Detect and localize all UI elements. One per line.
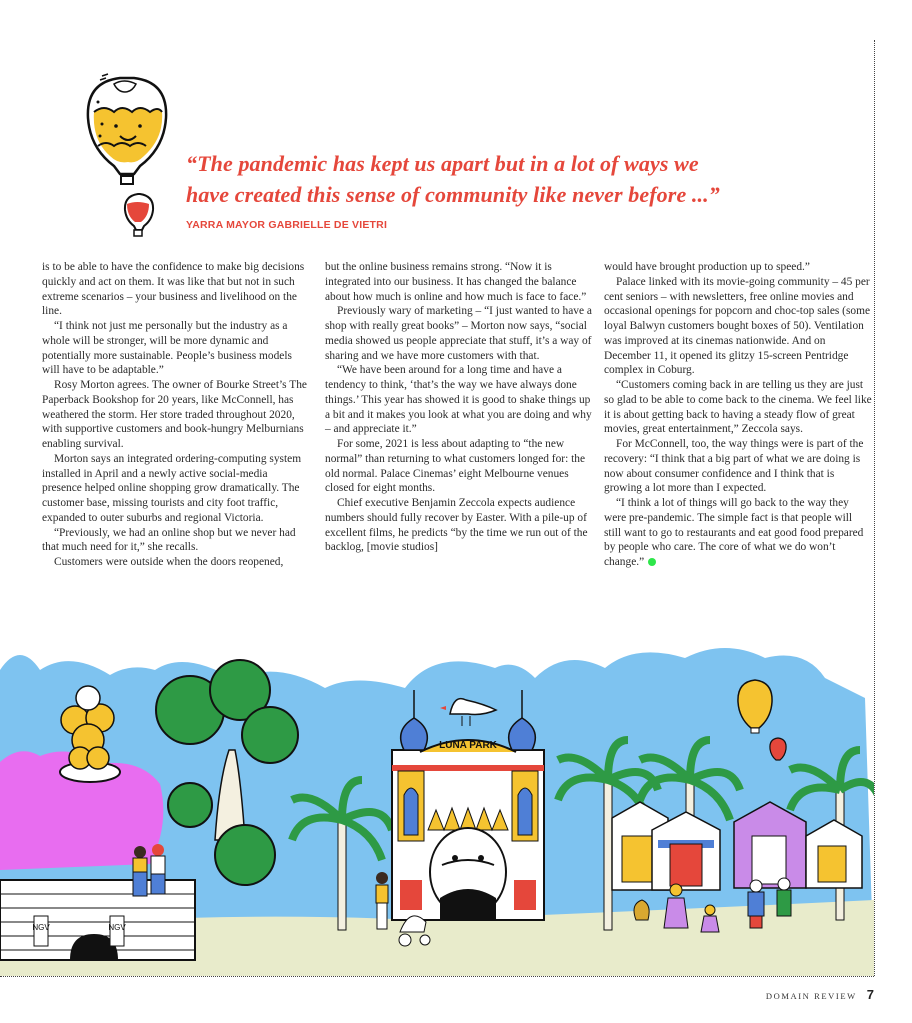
pull-quote	[186, 148, 746, 231]
page-number: 7	[866, 987, 874, 1002]
paragraph: but the online business remains strong. “Now it is integrated into our business. It has changed the balance about how much is online and how much is face to face.”	[325, 261, 587, 303]
page-border-right	[874, 40, 875, 976]
paragraph: would have brought production up to speed.”	[604, 261, 810, 273]
end-of-article-icon	[648, 558, 656, 566]
melbourne-scene-illustration	[0, 640, 874, 977]
big-balloon-icon	[88, 74, 166, 184]
paragraph: Customers were outside when the doors reopened,	[54, 556, 284, 568]
balloons-illustration	[80, 72, 190, 242]
publication-name: DOMAIN REVIEW	[765, 991, 857, 1001]
paragraph: For some, 2021 is less about adapting to “the new normal” than returning to what customers longed for: the old normal. Palace Cinemas’ eight Melbourne venues closed for eight months.	[325, 438, 586, 495]
article-body	[42, 260, 872, 570]
svg-text:LUNA PARK: LUNA PARK	[439, 740, 497, 751]
paragraph: Previously wary of marketing – “I just wanted to have a shop with really great books” – Morton now says, “social media showed us people appreciate that stuff, it’s a way of sharing and we have more customers with that.	[325, 305, 592, 362]
paragraph: Chief executive Benjamin Zeccola expects audience numbers should fully recover by Easter. With a pile-up of excellent films, he predicts “by the time we run out of the backlog, [movie studios]	[325, 497, 588, 554]
svg-text:NGV: NGV	[32, 923, 50, 932]
svg-text:NGV: NGV	[108, 923, 126, 932]
article-column-2	[325, 260, 593, 570]
paragraph: “Previously, we had an online shop but we never had that much need for it,” she recalls.	[42, 526, 296, 554]
pull-quote-attribution: YARRA MAYOR GABRIELLE DE VIETRI	[186, 219, 388, 231]
paragraph: “Customers coming back in are telling us they are just so glad to be able to come back to the cinema. We feel like it is about getting back to having a steady flow of great movies, great entertainment,” Zeccola says.	[604, 379, 872, 436]
paragraph: “I think not just me personally but the industry as a whole will be stronger, will be more dynamic and potentially more sustainable. People’s business models will have to be adaptable.”	[42, 320, 292, 377]
small-balloon-icon	[125, 194, 153, 236]
pull-quote-text: “The pandemic has kept us apart but in a lot of ways we have created this sense of community like never before ...”	[186, 151, 720, 207]
paragraph: For McConnell, too, the way things were is part of the recovery: “I think that a big part of what we are doing is now about consumer confidence and I think that is growing a lot more than I expected.	[604, 438, 864, 495]
paragraph: is to be able to have the confidence to make big decisions quickly and act on them. It was like that but not in such extreme scenarios – your business and livelihood on the line.	[42, 261, 305, 318]
paragraph: Morton says an integrated ordering-computing system installed in April and a newly active social-media presence helped online shopping grow dramatically. The customer base, missing tourists and city foot traffic, expanded to outer suburbs and regional Victoria.	[42, 452, 302, 524]
paragraph: Palace linked with its movie-going community – 45 per cent seniors – with newsletters, free online movies and occasional openings for popcorn and choc-top sales (some loyal Balwyn customers bought boxes of 50). Ventilation was improved at its cinemas nationwide. And on December 11, it opened its glitzy 15-screen Pentridge complex in Coburg.	[604, 275, 871, 377]
article-column-1	[42, 260, 310, 570]
page-footer	[766, 987, 874, 1002]
article-column-3	[604, 260, 872, 570]
paragraph-text: “I think a lot of things will go back to the way they were pre-pandemic. The simple fact is that people will still want to go to restaurants and eat good food prepared by people who care. The core of what we do won’t change.”	[604, 497, 864, 568]
paragraph: “We have been around for a long time and have a tendency to think, ‘that’s the way we have always done things.’ This year has showed it is good to shake things up a bit and it makes you look at what you are doing and why – and appreciate it.”	[325, 364, 592, 436]
ngv-wall-icon	[0, 880, 195, 960]
paragraph	[604, 496, 872, 570]
paragraph: Rosy Morton agrees. The owner of Bourke Street’s The Paperback Bookshop for 20 years, like McConnell, has weathered the storm. Her store traded throughout 2020, with supportive customers and book-hungry Melburnians enabling survival.	[42, 379, 307, 450]
